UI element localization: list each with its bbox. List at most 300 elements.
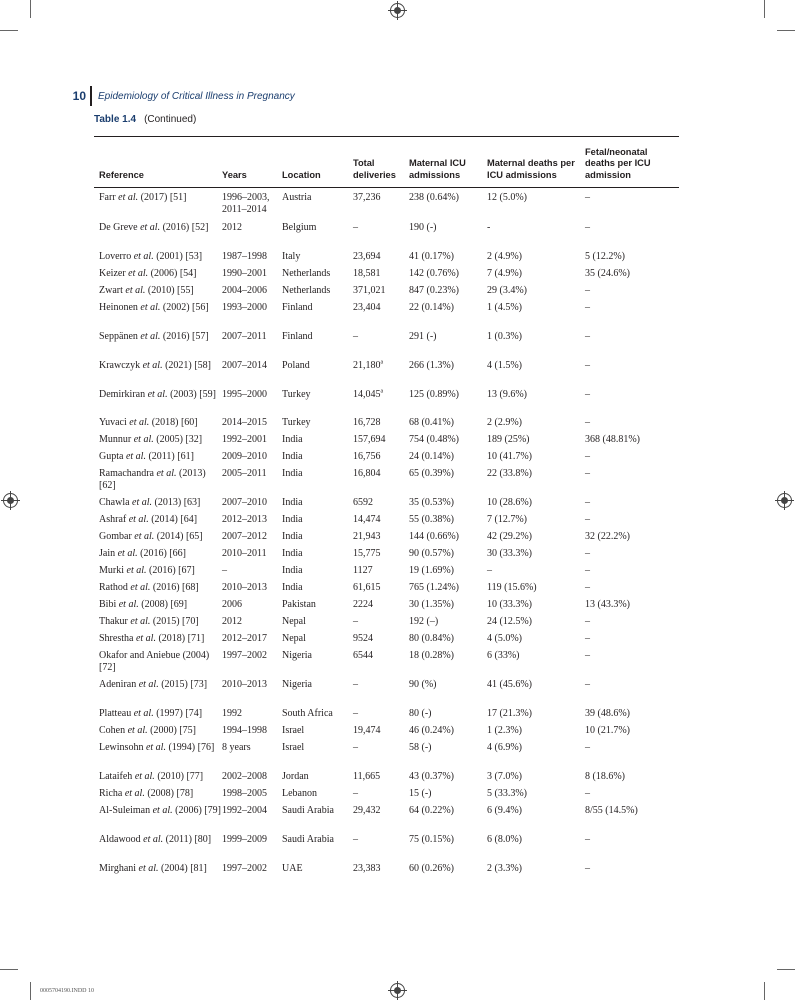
maternal-deaths-cell [487,863,585,875]
admissions-cell-value: 144 (0.66%) [409,531,459,542]
maternal-deaths-cell [487,565,585,577]
deliveries-cell [353,268,409,280]
years-cell-value: 2010–2011 [222,548,267,559]
running-head [66,86,295,106]
years-cell [222,531,282,543]
maternal-deaths-cell-value: 119 (15.6%) [487,582,537,593]
maternal-deaths-cell-value: 29 (3.4%) [487,285,527,296]
maternal-deaths-cell [487,742,585,754]
location-cell-value: Jordan [282,771,309,782]
admissions-cell-value: 65 (0.39%) [409,468,454,479]
admissions-cell [409,834,487,846]
location-cell-value: India [282,451,303,462]
admissions-cell-value: 266 (1.3%) [409,360,454,371]
location-cell [282,417,352,429]
admissions-cell [409,468,487,480]
maternal-deaths-cell [487,434,585,446]
maternal-deaths-cell [487,192,585,204]
location-cell [282,725,352,737]
admissions-cell-value: 41 (0.17%) [409,251,454,262]
deliveries-cell [353,531,409,543]
reference-author: Mirghani [99,863,137,874]
admissions-cell [409,565,487,577]
fetal-deaths-cell [585,599,679,611]
reference-author: Seppänen [99,331,138,342]
deliveries-cell-value: 23,383 [353,863,381,874]
reference-et-al: et al. [117,548,138,559]
location-cell [282,616,352,628]
maternal-deaths-cell-value: 1 (0.3%) [487,331,522,342]
years-cell-value: 2014–2015 [222,417,267,428]
years-cell [222,222,282,234]
column-header-reference: Reference [99,169,144,180]
maternal-deaths-cell-value: 6 (8.0%) [487,834,522,845]
maternal-deaths-cell-value: 10 (41.7%) [487,451,532,462]
reference-et-al: et al. [156,468,177,479]
reference-author: Okafor and Aniebue [99,650,181,661]
years-cell-value: 2012 [222,616,242,627]
years-cell-value: 2002–2008 [222,771,267,782]
reference-author: Heinonen [99,302,138,313]
page-number: 10 [72,89,86,103]
reference-citation: (2008) [69] [138,599,188,610]
years-cell-value: 2010–2013 [222,582,267,593]
reference-et-al: et al. [143,834,164,845]
reference-cell [99,565,221,577]
fetal-deaths-cell-value: 8 (18.6%) [585,771,625,782]
admissions-cell [409,251,487,263]
reference-et-al: et al. [130,582,151,593]
years-cell-value: 2010–2013 [222,679,267,690]
years-cell [222,389,282,401]
location-cell-value: Poland [282,360,310,371]
reference-citation: (2018) [71] [155,633,205,644]
location-cell [282,531,352,543]
admissions-cell [409,331,487,343]
reference-author: Zwart [99,285,123,296]
table-caption-text: (Continued) [144,114,197,125]
maternal-deaths-cell [487,360,585,372]
reference-author: Aldawood [99,834,141,845]
years-cell [222,708,282,720]
deliveries-cell [353,650,409,662]
deliveries-cell [353,331,409,343]
maternal-deaths-cell-value: 30 (33.3%) [487,548,532,559]
deliveries-cell-value: 16,804 [353,468,381,479]
admissions-cell-value: 75 (0.15%) [409,834,454,845]
years-cell [222,192,282,216]
fetal-deaths-cell-value: 32 (22.2%) [585,531,630,542]
deliveries-cell-value: 1127 [353,565,373,576]
years-cell [222,679,282,691]
years-cell-value: 8 years [222,742,251,753]
deliveries-cell-value: – [353,616,358,627]
admissions-cell-value: 142 (0.76%) [409,268,459,279]
admissions-cell-value: 22 (0.14%) [409,302,454,313]
admissions-cell-value: 35 (0.53%) [409,497,454,508]
deliveries-cell-value: 6544 [353,650,373,661]
location-cell [282,633,352,645]
years-cell [222,650,282,662]
admissions-cell-value: 192 (–) [409,616,439,627]
admissions-cell-value: 24 (0.14%) [409,451,454,462]
reference-citation: (2016) [68] [150,582,199,593]
column-header-fetal-neonatal-deaths: Fetal/neonatal deaths per ICU admission [585,146,651,180]
maternal-deaths-cell-value: 7 (12.7%) [487,514,527,525]
maternal-deaths-cell [487,268,585,280]
years-cell [222,360,282,372]
fetal-deaths-cell-value: 10 (21.7%) [585,725,630,736]
years-cell-value: 1995–2000 [222,389,267,400]
fetal-deaths-cell-value: – [585,514,590,525]
maternal-deaths-cell [487,599,585,611]
admissions-cell [409,497,487,509]
reference-cell [99,582,221,594]
years-cell-value: 1992–2001 [222,434,267,445]
column-header-years: Years [222,169,247,180]
fetal-deaths-cell [585,192,679,204]
deliveries-cell [353,417,409,429]
fetal-deaths-cell [585,742,679,754]
years-cell [222,805,282,817]
location-cell [282,771,352,783]
admissions-cell [409,222,487,234]
fetal-deaths-cell-value: – [585,863,590,874]
reference-author: Murki [99,565,124,576]
reference-cell [99,360,221,372]
admissions-cell [409,192,487,204]
crop-mark [30,982,31,1000]
reference-cell [99,451,221,463]
reference-author: Jain [99,548,116,559]
maternal-deaths-cell-value: 22 (33.8%) [487,468,532,479]
location-cell [282,468,352,480]
reference-author: Shrestha [99,633,134,644]
fetal-deaths-cell-value: – [585,389,590,400]
maternal-deaths-cell [487,417,585,429]
location-cell-value: Netherlands [282,268,331,279]
years-cell [222,497,282,509]
deliveries-cell [353,771,409,783]
location-cell [282,788,352,800]
reference-et-al: et al. [134,531,155,542]
deliveries-cell [353,725,409,737]
reference-cell [99,650,221,674]
reference-author: Platteau [99,708,132,719]
reference-citation: (2015) [73] [158,679,208,690]
years-cell [222,268,282,280]
reference-citation: (2018) [60] [149,417,198,428]
admissions-cell [409,725,487,737]
table-caption [94,114,196,125]
deliveries-cell-value: 18,581 [353,268,381,279]
reference-cell [99,222,221,234]
fetal-deaths-cell [585,531,679,543]
admissions-cell-value: 43 (0.37%) [409,771,454,782]
location-cell [282,389,352,401]
deliveries-cell-value: 23,404 [353,302,381,313]
reference-et-al: et al. [128,268,149,279]
reference-cell [99,616,221,628]
reference-citation: (2010) [77] [154,771,204,782]
reference-et-al: et al. [126,565,147,576]
location-cell-value: Saudi Arabia [282,805,334,816]
maternal-deaths-cell [487,331,585,343]
years-cell-value: 1994–1998 [222,725,267,736]
deliveries-cell [353,834,409,846]
deliveries-cell [353,251,409,263]
maternal-deaths-cell [487,531,585,543]
fetal-deaths-cell [585,302,679,314]
deliveries-cell-value: 23,694 [353,251,381,262]
deliveries-cell-value: – [353,679,358,690]
admissions-cell [409,616,487,628]
reference-citation: (1994) [76] [165,742,215,753]
reference-citation: (2016) [52] [160,222,209,233]
maternal-deaths-cell-value: 5 (33.3%) [487,788,527,799]
fetal-deaths-cell [585,788,679,800]
reference-citation: (2014) [65] [154,531,203,542]
reference-cell [99,725,221,737]
location-cell-value: Finland [282,302,313,313]
maternal-deaths-cell [487,251,585,263]
years-cell [222,468,282,480]
fetal-deaths-cell [585,582,679,594]
location-cell [282,742,352,754]
reference-cell [99,251,221,263]
admissions-cell-value: 190 (-) [409,222,437,233]
reference-author: Richa [99,788,123,799]
deliveries-cell [353,599,409,611]
footnote-marker: a [380,388,384,395]
reference-author: Farr [99,192,116,203]
location-cell [282,302,352,314]
fetal-deaths-cell [585,679,679,691]
fetal-deaths-cell-value: – [585,548,590,559]
admissions-cell-value: 80 (0.84%) [409,633,454,644]
reference-cell [99,468,221,492]
admissions-cell [409,679,487,691]
reference-cell [99,192,221,204]
deliveries-cell [353,863,409,875]
admissions-cell [409,708,487,720]
location-cell-value: Netherlands [282,285,331,296]
reference-citation: (2016) [66] [137,548,186,559]
reference-et-al: et al. [132,497,153,508]
maternal-deaths-cell-value: 189 (25%) [487,434,530,445]
reference-et-al: et al. [125,451,146,462]
table-header-rule [94,187,679,188]
fetal-deaths-cell [585,360,679,372]
reference-et-al: et al. [118,192,139,203]
admissions-cell [409,771,487,783]
deliveries-cell-value: 15,775 [353,548,381,559]
reference-cell [99,708,221,720]
location-cell-value: India [282,565,303,576]
maternal-deaths-cell [487,451,585,463]
maternal-deaths-cell-value: 6 (9.4%) [487,805,522,816]
maternal-deaths-cell-value: 10 (28.6%) [487,497,532,508]
reference-cell [99,742,221,754]
reference-cell [99,805,221,817]
years-cell-value: 1996–2003, 2011–2014 [222,192,270,215]
years-cell [222,582,282,594]
maternal-deaths-cell [487,302,585,314]
location-cell [282,360,352,372]
deliveries-cell-value: 14,045 [353,389,381,400]
years-cell-value: – [222,565,227,576]
maternal-deaths-cell [487,771,585,783]
maternal-deaths-cell [487,497,585,509]
maternal-deaths-cell-value: 4 (5.0%) [487,633,522,644]
location-cell-value: Nigeria [282,679,312,690]
location-cell-value: India [282,434,303,445]
fetal-deaths-cell-value: – [585,222,590,233]
reference-author: Lewinsohn [99,742,144,753]
deliveries-cell [353,805,409,817]
years-cell-value: 2012 [222,222,242,233]
admissions-cell [409,805,487,817]
maternal-deaths-cell-value: 3 (7.0%) [487,771,522,782]
deliveries-cell [353,679,409,691]
admissions-cell [409,548,487,560]
reference-et-al: et al. [135,633,156,644]
reference-author: Chawla [99,497,130,508]
fetal-deaths-cell [585,548,679,560]
maternal-deaths-cell [487,389,585,401]
deliveries-cell-value: 29,432 [353,805,381,816]
reference-cell [99,788,221,800]
fetal-deaths-cell [585,222,679,234]
deliveries-cell [353,222,409,234]
footnote-marker: a [380,359,384,366]
fetal-deaths-cell [585,417,679,429]
admissions-cell-value: 60 (0.26%) [409,863,454,874]
reference-cell [99,389,221,401]
fetal-deaths-cell-value: 35 (24.6%) [585,268,630,279]
fetal-deaths-cell [585,451,679,463]
admissions-cell-value: 291 (-) [409,331,437,342]
maternal-deaths-cell [487,708,585,720]
deliveries-cell-value: – [353,222,358,233]
fetal-deaths-cell [585,251,679,263]
location-cell [282,650,352,662]
fetal-deaths-cell-value: – [585,565,590,576]
fetal-deaths-cell [585,268,679,280]
location-cell-value: India [282,548,303,559]
reference-citation: (2011) [61] [145,451,194,462]
deliveries-cell-value: 19,474 [353,725,381,736]
deliveries-cell [353,360,409,372]
running-head-divider [90,86,92,106]
reference-author: Lataifeh [99,771,133,782]
reference-cell [99,834,221,846]
deliveries-cell [353,497,409,509]
admissions-cell [409,531,487,543]
admissions-cell-value: 90 (%) [409,679,437,690]
years-cell-value: 1987–1998 [222,251,267,262]
reference-et-al: et al. [133,251,154,262]
reference-et-al: et al. [124,788,145,799]
reference-et-al: et al. [140,331,161,342]
location-cell [282,834,352,846]
fetal-deaths-cell [585,497,679,509]
reference-citation: (2004) [81] [158,863,207,874]
fetal-deaths-cell-value: – [585,451,590,462]
reference-citation: (2017) [51] [138,192,187,203]
reference-author: Rathod [99,582,128,593]
reference-et-al: et al. [138,679,159,690]
maternal-deaths-cell-value: – [487,565,492,576]
maternal-deaths-cell-value: - [487,222,491,233]
reference-et-al: et al. [145,742,166,753]
deliveries-cell [353,285,409,297]
location-cell [282,222,352,234]
reference-cell [99,531,221,543]
registration-mark-icon [390,983,405,998]
years-cell [222,834,282,846]
reference-et-al: et al. [138,863,159,874]
admissions-cell [409,599,487,611]
admissions-cell-value: 58 (-) [409,742,432,753]
location-cell-value: Saudi Arabia [282,834,334,845]
admissions-cell [409,514,487,526]
crop-mark [30,0,31,18]
reference-cell [99,497,221,509]
location-cell [282,434,352,446]
years-cell-value: 1990–2001 [222,268,267,279]
years-cell-value: 2005–2011 [222,468,267,479]
fetal-deaths-cell [585,389,679,401]
years-cell [222,616,282,628]
reference-author: Cohen [99,725,126,736]
reference-cell [99,434,221,446]
maternal-deaths-cell [487,788,585,800]
admissions-cell [409,268,487,280]
location-cell-value: Turkey [282,417,311,428]
admissions-cell-value: 15 (-) [409,788,432,799]
location-cell [282,582,352,594]
years-cell-value: 2007–2011 [222,331,267,342]
fetal-deaths-cell [585,863,679,875]
maternal-deaths-cell-value: 1 (2.3%) [487,725,522,736]
location-cell-value: Finland [282,331,313,342]
deliveries-cell-value: 14,474 [353,514,381,525]
fetal-deaths-cell-value: – [585,582,590,593]
column-header-maternal-deaths: Maternal deaths per ICU admissions [487,158,575,180]
admissions-cell-value: 30 (1.35%) [409,599,454,610]
location-cell [282,514,352,526]
location-cell-value: India [282,531,303,542]
deliveries-cell-value: 37,236 [353,192,381,203]
registration-mark-icon [390,3,405,18]
fetal-deaths-cell-value: – [585,302,590,313]
location-cell [282,565,352,577]
reference-cell [99,679,221,691]
deliveries-cell-value: 157,694 [353,434,386,445]
column-header-total-deliveries: Total deliveries [353,158,396,180]
years-cell [222,302,282,314]
location-cell [282,805,352,817]
admissions-cell-value: 765 (1.24%) [409,582,459,593]
years-cell-value: 1992–2004 [222,805,267,816]
deliveries-cell-value: 16,756 [353,451,381,462]
reference-citation: (2006) [54] [148,268,197,279]
admissions-cell-value: 754 (0.48%) [409,434,459,445]
location-cell [282,548,352,560]
running-head-title: Epidemiology of Critical Illness in Pregnancy [98,90,295,102]
reference-cell [99,863,221,875]
